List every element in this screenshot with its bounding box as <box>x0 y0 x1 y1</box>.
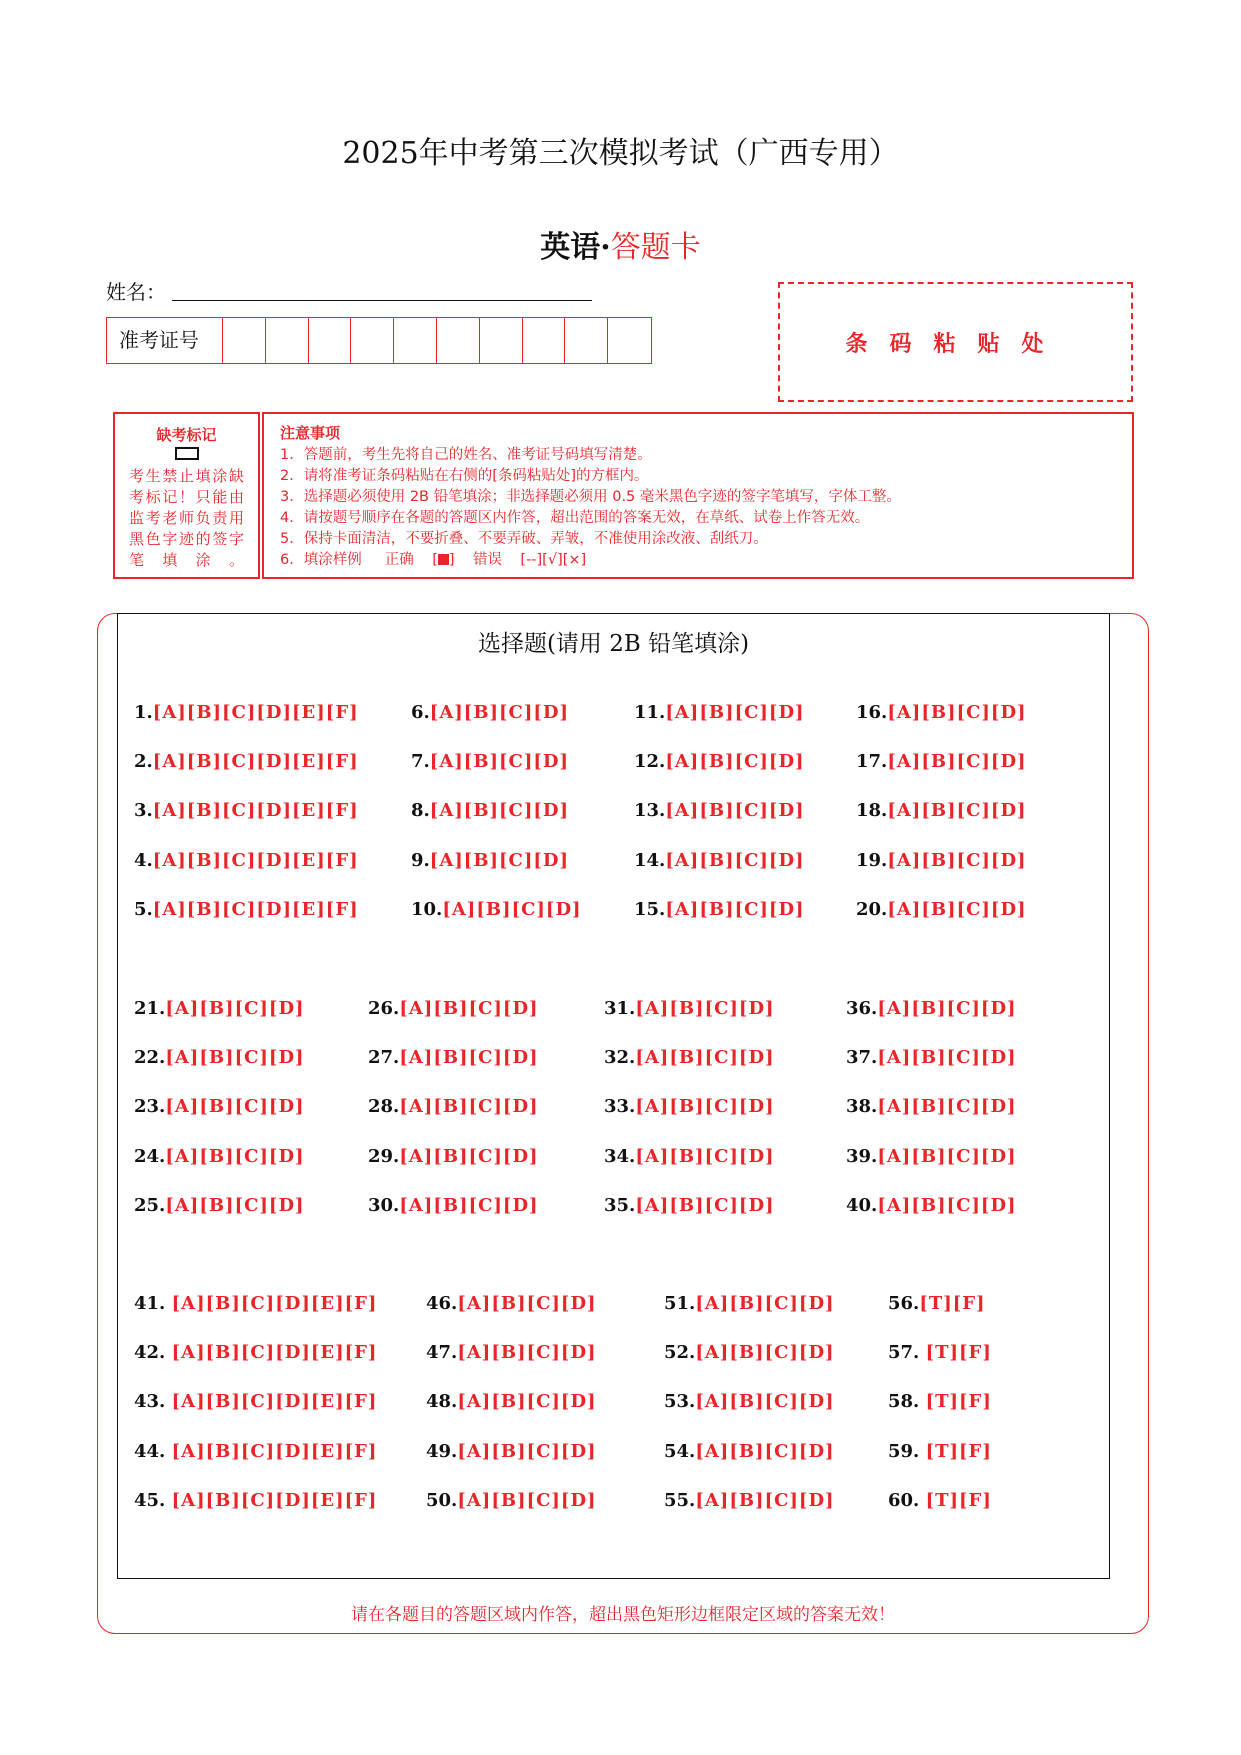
question-number: 16. <box>856 702 888 723</box>
question-number: 19. <box>856 849 888 871</box>
question-item <box>134 800 359 821</box>
answer-options[interactable]: [T][F] <box>919 1293 986 1314</box>
answer-options[interactable]: [A][B][C][D][E][F] <box>152 849 359 871</box>
answer-options[interactable]: [A][B][C][D] <box>457 1342 597 1364</box>
question-item <box>664 1293 835 1314</box>
question-item <box>426 1490 597 1511</box>
question-item <box>888 1293 986 1314</box>
answer-options[interactable]: [A][B][C][D] <box>457 1391 597 1413</box>
absent-title: 缺考标记 <box>156 426 217 444</box>
question-item <box>426 1391 597 1412</box>
answer-options[interactable]: [A][B][C][D] <box>399 998 539 1019</box>
notice-item-fill-example: 6．填涂样例 正确 [ ] 错误 [--][√][×] <box>280 552 587 568</box>
question-number: 36. <box>846 998 878 1019</box>
answer-options[interactable]: [A][B][C][D] <box>457 1489 597 1511</box>
question-item <box>664 1342 835 1363</box>
question-item <box>888 1342 992 1363</box>
answer-options[interactable]: [A][B][C][D] <box>165 1047 305 1069</box>
question-item <box>604 998 775 1019</box>
question-item <box>634 702 805 723</box>
question-item <box>411 899 582 920</box>
question-number: 8. <box>411 800 430 822</box>
question-number: 34. <box>604 1145 636 1167</box>
question-number: 12. <box>634 751 666 773</box>
question-number: 13. <box>634 800 666 822</box>
answer-options[interactable]: [A][B][C][D] <box>695 1342 835 1364</box>
footer-note: 请在各题目的答题区域内作答，超出黑色矩形边框限定区域的答案无效！ <box>351 1605 895 1625</box>
exam-id-box <box>106 317 652 364</box>
question-item <box>846 1195 1017 1216</box>
question-number: 22. <box>134 1047 166 1069</box>
question-item <box>426 1441 597 1462</box>
barcode-area <box>778 282 1133 402</box>
answer-options[interactable]: [A][B][C][D][E][F] <box>152 702 359 723</box>
question-item <box>134 850 359 871</box>
notice-item: 3．选择题必须使用 2B 铅笔填涂；非选择题必须用 0.5 毫米黑色字迹的签字笔填写，字体工整。 <box>280 489 901 505</box>
question-number: 6. <box>411 702 430 723</box>
question-number: 32. <box>604 1047 636 1069</box>
question-item <box>604 1146 775 1167</box>
answer-options[interactable]: [A][B][C][D] <box>165 998 305 1019</box>
question-number: 31. <box>604 998 636 1019</box>
title-dot: · <box>600 230 611 265</box>
question-number: 56. <box>888 1293 920 1314</box>
fill-wrong-marks: [--][√][×] <box>520 552 587 568</box>
name-label: 姓名： <box>106 280 166 304</box>
question-item <box>411 751 569 772</box>
question-item <box>411 702 569 723</box>
answer-options[interactable]: [A][B][C][D] <box>877 1145 1017 1167</box>
notice-item: 5．保持卡面清洁，不要折叠、不要弄破、弄皱，不准使用涂改液、刮纸刀。 <box>280 531 768 547</box>
question-number: 48. <box>426 1391 458 1413</box>
question-item <box>368 998 539 1019</box>
answer-options[interactable]: [A][B][C][D] <box>665 898 805 920</box>
answer-options[interactable]: [A][B][C][D][E][F] <box>171 1293 378 1314</box>
exam-id-cell[interactable] <box>565 318 608 363</box>
page-title: 2025年中考第三次模拟考试（广西专用） <box>342 136 899 171</box>
answer-options[interactable]: [A][B][C][D][E][F] <box>152 800 359 822</box>
answer-options[interactable]: [T][F] <box>925 1440 992 1462</box>
answer-options[interactable]: [A][B][C][D] <box>877 1047 1017 1069</box>
question-number: 55. <box>664 1489 696 1511</box>
answer-options[interactable]: [A][B][C][D] <box>399 1145 539 1167</box>
answer-options[interactable]: [A][B][C][D] <box>887 751 1027 773</box>
card-label: 答题卡 <box>610 230 701 265</box>
question-item <box>664 1441 835 1462</box>
question-number: 43. <box>134 1391 172 1413</box>
question-number: 37. <box>846 1047 878 1069</box>
answer-options[interactable]: [A][B][C][D] <box>635 998 775 1019</box>
answer-options[interactable]: [A][B][C][D] <box>399 1096 539 1118</box>
answer-options[interactable]: [A][B][C][D] <box>635 1194 775 1216</box>
question-number: 44. <box>134 1440 172 1462</box>
question-number: 49. <box>426 1440 458 1462</box>
question-item <box>368 1146 539 1167</box>
question-item <box>846 1146 1017 1167</box>
fill-example-label: 6．填涂样例 <box>280 552 362 568</box>
question-item <box>134 1047 305 1068</box>
fill-wrong-label: 错误 <box>472 552 502 568</box>
question-item <box>134 751 359 772</box>
question-item <box>846 998 1017 1019</box>
question-number: 41. <box>134 1293 172 1314</box>
question-number: 35. <box>604 1194 636 1216</box>
question-item <box>664 1391 835 1412</box>
question-item <box>634 751 805 772</box>
answer-options[interactable]: [A][B][C][D] <box>877 1194 1017 1216</box>
notice-title: 注意事项 <box>280 424 341 442</box>
question-number: 2. <box>134 751 153 773</box>
answer-options[interactable]: [A][B][C][D] <box>887 800 1027 822</box>
question-item <box>634 800 805 821</box>
absent-mark-box <box>113 412 260 579</box>
notice-item: 1．答题前，考生先将自己的姓名、准考证号码填写清楚。 <box>280 447 652 463</box>
notice-box <box>262 412 1134 579</box>
question-item <box>134 1490 377 1511</box>
question-number: 20. <box>856 898 888 920</box>
question-number: 27. <box>368 1047 400 1069</box>
question-number: 42. <box>134 1342 172 1364</box>
question-item <box>368 1096 539 1117</box>
question-number: 52. <box>664 1342 696 1364</box>
exam-id-label: 准考证号 <box>107 318 223 363</box>
answer-options[interactable]: [A][B][C][D] <box>887 702 1027 723</box>
question-item <box>634 899 805 920</box>
answer-options[interactable]: [A][B][C][D] <box>665 702 805 723</box>
answer-options[interactable]: [A][B][C][D] <box>887 849 1027 871</box>
answer-options[interactable]: [A][B][C][D] <box>695 1440 835 1462</box>
question-item <box>634 850 805 871</box>
question-number: 26. <box>368 998 400 1019</box>
question-item <box>134 1096 305 1117</box>
question-item <box>411 800 569 821</box>
question-number: 17. <box>856 751 888 773</box>
question-item <box>846 1047 1017 1068</box>
answer-options[interactable]: [A][B][C][D] <box>457 1440 597 1462</box>
answer-options[interactable]: [A][B][C][D] <box>695 1489 835 1511</box>
exam-id-cell[interactable] <box>351 318 394 363</box>
question-item <box>134 1146 305 1167</box>
question-item <box>411 850 569 871</box>
answer-options[interactable]: [A][B][C][D] <box>635 1145 775 1167</box>
answer-options[interactable]: [A][B][C][D] <box>877 998 1017 1019</box>
answer-options[interactable]: [A][B][C][D] <box>399 1047 539 1069</box>
question-item <box>134 1195 305 1216</box>
question-number: 10. <box>411 898 443 920</box>
question-number: 3. <box>134 800 153 822</box>
answer-options[interactable]: [A][B][C][D] <box>695 1293 835 1314</box>
question-number: 46. <box>426 1293 458 1314</box>
answer-options[interactable]: [A][B][C][D][E][F] <box>171 1489 378 1511</box>
answer-options[interactable]: [A][B][C][D] <box>429 800 570 822</box>
absent-mark-checkbox[interactable] <box>175 447 199 460</box>
question-number: 24. <box>134 1145 166 1167</box>
question-number: 11. <box>634 702 666 723</box>
notice-item: 2．请将准考证条码粘贴在右侧的[条码粘贴处]的方框内。 <box>280 468 649 484</box>
answer-options[interactable]: [A][B][C][D][E][F] <box>171 1391 378 1413</box>
question-item <box>134 998 305 1019</box>
question-number: 14. <box>634 849 666 871</box>
question-item <box>134 1293 377 1314</box>
answer-options[interactable]: [A][B][C][D][E][F] <box>171 1342 378 1364</box>
answer-options[interactable]: [A][B][C][D] <box>695 1391 835 1413</box>
question-number: 50. <box>426 1489 458 1511</box>
exam-id-cell[interactable] <box>394 318 437 363</box>
question-item <box>856 751 1027 772</box>
question-item <box>426 1342 597 1363</box>
answer-options[interactable]: [A][B][C][D] <box>665 800 805 822</box>
answer-options[interactable]: [T][F] <box>925 1391 992 1413</box>
answer-options[interactable]: [A][B][C][D] <box>665 849 805 871</box>
question-item <box>604 1047 775 1068</box>
question-item <box>856 850 1027 871</box>
question-item <box>368 1047 539 1068</box>
name-field[interactable] <box>172 300 592 301</box>
question-number: 40. <box>846 1194 878 1216</box>
exam-id-cell[interactable] <box>309 318 352 363</box>
answer-options[interactable]: [A][B][C][D][E][F] <box>152 751 359 773</box>
exam-id-cell[interactable] <box>223 318 266 363</box>
answer-options[interactable]: [A][B][C][D] <box>165 1145 305 1167</box>
answer-options[interactable]: [A][B][C][D] <box>165 1194 305 1216</box>
question-item <box>856 899 1027 920</box>
question-item <box>134 1342 377 1363</box>
card-title <box>0 222 1241 266</box>
question-number: 4. <box>134 849 153 871</box>
answer-options[interactable]: [A][B][C][D] <box>635 1047 775 1069</box>
question-number: 1. <box>134 702 153 723</box>
answer-options[interactable]: [A][B][C][D] <box>887 898 1027 920</box>
question-item <box>846 1096 1017 1117</box>
question-number: 59. <box>888 1440 926 1462</box>
question-item <box>134 702 359 723</box>
question-number: 45. <box>134 1489 172 1511</box>
answer-options[interactable]: [A][B][C][D] <box>165 1096 305 1118</box>
question-item <box>604 1195 775 1216</box>
answer-options[interactable]: [A][B][C][D] <box>457 1293 597 1314</box>
notice-item: 4．请按题号顺序在各题的答题区内作答，超出范围的答案无效，在草纸、试卷上作答无效。 <box>280 510 870 526</box>
answer-options[interactable]: [A][B][C][D] <box>877 1096 1017 1118</box>
question-number: 15. <box>634 898 666 920</box>
question-item <box>664 1490 835 1511</box>
question-number: 54. <box>664 1440 696 1462</box>
subject-label: 英语 <box>540 230 601 265</box>
answer-options[interactable]: [A][B][C][D] <box>399 1194 539 1216</box>
question-item <box>368 1195 539 1216</box>
question-number: 33. <box>604 1096 636 1118</box>
question-number: 5. <box>134 898 153 920</box>
question-number: 18. <box>856 800 888 822</box>
answer-options[interactable]: [A][B][C][D] <box>429 702 570 723</box>
question-number: 30. <box>368 1194 400 1216</box>
fill-correct-label: 正确 <box>384 552 414 568</box>
question-number: 25. <box>134 1194 166 1216</box>
answer-options[interactable]: [A][B][C][D] <box>665 751 805 773</box>
question-number: 28. <box>368 1096 400 1118</box>
question-number: 9. <box>411 849 430 871</box>
answer-options[interactable]: [A][B][C][D] <box>429 849 570 871</box>
question-item <box>604 1096 775 1117</box>
question-number: 47. <box>426 1342 458 1364</box>
barcode-label: 条码粘贴处 <box>845 331 1066 357</box>
question-item <box>856 702 1027 723</box>
answer-options[interactable]: [A][B][C][D] <box>635 1096 775 1118</box>
exam-id-cell[interactable] <box>608 318 651 363</box>
filled-square-icon <box>438 554 449 565</box>
section-title: 选择题(请用 2B 铅笔填涂) <box>477 631 750 657</box>
answer-options[interactable]: [T][F] <box>925 1489 992 1511</box>
answer-options[interactable]: [A][B][C][D][E][F] <box>171 1440 378 1462</box>
question-item <box>856 800 1027 821</box>
question-number: 51. <box>664 1293 696 1314</box>
question-number: 39. <box>846 1145 878 1167</box>
question-number: 7. <box>411 751 430 773</box>
answer-options[interactable]: [A][B][C][D][E][F] <box>152 898 359 920</box>
question-item <box>888 1441 992 1462</box>
question-item <box>426 1293 597 1314</box>
question-number: 57. <box>888 1342 926 1364</box>
answer-options[interactable]: [A][B][C][D] <box>429 751 570 773</box>
question-item <box>134 899 359 920</box>
question-item <box>134 1441 377 1462</box>
question-number: 21. <box>134 998 166 1019</box>
question-item <box>888 1391 992 1412</box>
exam-id-cell[interactable] <box>266 318 309 363</box>
question-number: 58. <box>888 1391 926 1413</box>
exam-id-cell[interactable] <box>523 318 566 363</box>
answer-options[interactable]: [A][B][C][D] <box>442 898 582 920</box>
exam-id-cell[interactable] <box>480 318 523 363</box>
question-item <box>888 1490 992 1511</box>
absent-text: 考生禁止填涂缺考标记！只能由监考老师负责用黑色字迹的签字笔填涂。 <box>129 467 244 569</box>
question-number: 38. <box>846 1096 878 1118</box>
exam-id-cell[interactable] <box>437 318 480 363</box>
question-item <box>134 1391 377 1412</box>
question-number: 53. <box>664 1391 696 1413</box>
answer-options[interactable]: [T][F] <box>925 1342 992 1364</box>
question-number: 60. <box>888 1489 926 1511</box>
question-number: 29. <box>368 1145 400 1167</box>
question-number: 23. <box>134 1096 166 1118</box>
